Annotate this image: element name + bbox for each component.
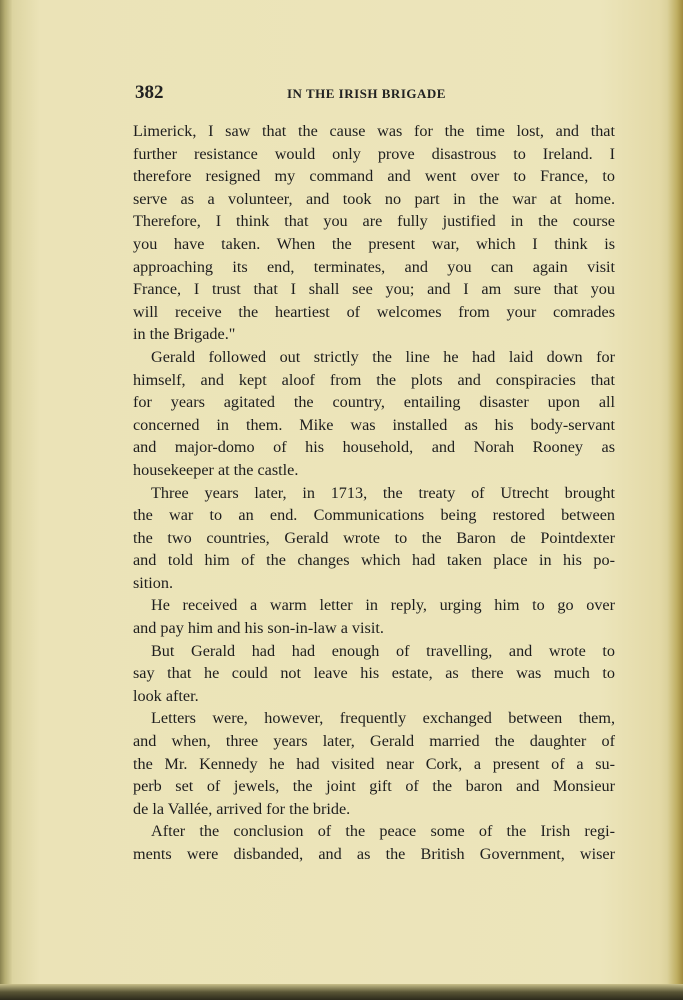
text-line: in the Brigade."	[133, 325, 236, 344]
text-line: perb set of jewels, the joint gift of the baron and Monsieur	[133, 777, 615, 796]
page-outer-edge	[667, 0, 683, 1000]
page-number: 382	[135, 82, 164, 103]
text-line: sition.	[133, 573, 174, 592]
text-line: and told him of the changes which had taken place in his po-	[133, 551, 615, 570]
text-line: de la Vallée, arrived for the bride.	[133, 799, 351, 818]
text-line: and when, three years later, Gerald married the daughter of	[133, 732, 615, 751]
text-line: After the conclusion of the peace some of the Irish regi-	[151, 822, 615, 841]
text-line: and pay him and his son-in-law a visit.	[133, 619, 384, 638]
text-line: for years agitated the country, entailing disaster upon all	[133, 393, 615, 412]
text-line: housekeeper at the castle.	[133, 460, 299, 479]
text-line: Gerald followed out strictly the line he had laid down for	[151, 347, 615, 366]
text-line: the Mr. Kennedy he had visited near Cork, a present of a su-	[133, 754, 615, 773]
text-line: will receive the heartiest of welcomes from your comrades	[133, 302, 615, 321]
text-line: Limerick, I saw that the cause was for the time lost, and that	[133, 122, 615, 140]
page-binding-edge	[0, 0, 12, 1000]
text-line: the two countries, Gerald wrote to the Baron de Pointdexter	[133, 528, 615, 547]
text-line: France, I trust that I shall see you; and I am sure that you	[133, 280, 615, 299]
text-line: approaching its end, terminates, and you can again visit	[133, 257, 615, 276]
text-line: further resistance would only prove disastrous to Ireland. I	[133, 144, 615, 163]
text-line: therefore resigned my command and went over to France, to	[133, 167, 615, 186]
text-line: He received a warm letter in reply, urging him to go over	[151, 596, 615, 615]
text-line: the war to an end. Communications being restored between	[133, 506, 615, 525]
running-head: IN THE IRISH BRIGADE	[287, 86, 446, 101]
text-line: Three years later, in 1713, the treaty of Utrecht brought	[151, 483, 615, 502]
text-line: say that he could not leave his estate, as there was much to	[133, 664, 615, 683]
text-line: concerned in them. Mike was installed as his body-servant	[133, 415, 615, 434]
text-line: himself, and kept aloof from the plots and conspiracies that	[133, 370, 615, 389]
text-line: ments were disbanded, and as the British Government, wiser	[133, 845, 615, 863]
page-bottom-edge	[0, 984, 683, 1000]
text-line: Letters were, however, frequently exchanged between them,	[151, 709, 615, 728]
text-line: and major-domo of his household, and Norah Rooney as	[133, 438, 615, 457]
page-header	[135, 82, 615, 106]
text-line: you have taken. When the present war, which I think is	[133, 234, 615, 253]
text-line: Therefore, I think that you are fully justified in the course	[133, 212, 615, 231]
text-line: But Gerald had had enough of travelling, and wrote to	[151, 641, 615, 660]
text-line: look after.	[133, 686, 199, 705]
body-text	[133, 120, 615, 866]
text-line: serve as a volunteer, and took no part in the war at home.	[133, 189, 615, 208]
